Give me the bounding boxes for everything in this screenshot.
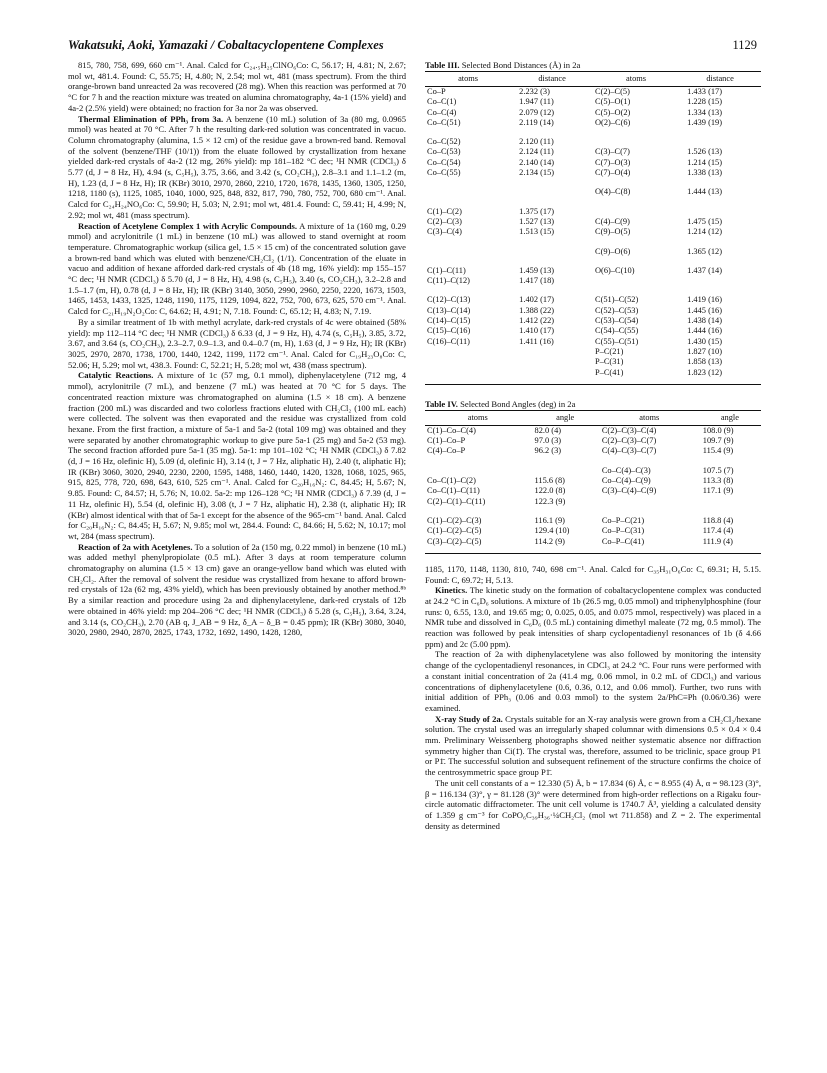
table-cell: 1.439 (19) xyxy=(687,117,723,127)
table-cell: 1.438 (14) xyxy=(687,316,723,326)
table-cell: C(9)–O(5) xyxy=(594,227,631,237)
table-cell: 115.4 (9) xyxy=(702,446,734,456)
table-cell: 107.5 (7) xyxy=(702,465,734,475)
table-cell: 1.214 (15) xyxy=(687,157,723,167)
row-spacer xyxy=(425,238,761,247)
table-4-title: Selected Bond Angles (deg) in 2a xyxy=(457,398,576,409)
table-cell: 1.459 (13) xyxy=(519,265,555,275)
column-header: distance xyxy=(679,71,761,86)
table-cell: 116.1 (9) xyxy=(534,515,565,525)
table-cell: C(5)–O(1) xyxy=(594,97,631,107)
paragraph-text: The kinetic study on the formation of cobaltacyclopentene complex was conducted at 24.2 °C in C₆D₆ solutions. A mixture of 1b (26.5 mg, 0.05 mmol) and triphenylphosphine (four runs: 0, 6.55, 13.0, and 19.65 mg; 0, 0.025, 0.05, and 0.075 mmol, respectively) was placed in a NMR tube and dissolved in C₆D₆ (0.5 mL) containing dimethyl maleate (72 mg, 0.5 mmol). The reaction was followed by peak intensities of sharp cyclopentadienyl resonances of 1b (δ 4.66 ppm) and 2c (5.00 ppm). xyxy=(425,585,761,649)
table-row xyxy=(425,446,761,456)
table-cell: 82.0 (4) xyxy=(534,425,562,435)
table-cell: C(11)–C(12) xyxy=(427,276,470,286)
table-cell: 1.858 (13) xyxy=(687,357,723,367)
table-cell: 115.6 (8) xyxy=(534,476,565,486)
paragraph xyxy=(425,564,761,585)
table-3-title: Selected Bond Distances (Å) in 2a xyxy=(459,60,581,70)
table-cell xyxy=(511,368,593,378)
table-cell xyxy=(679,137,761,147)
table-cell xyxy=(593,276,679,286)
table-cell: P–C(41) xyxy=(594,367,624,377)
table-cell: Co–P–C(31) xyxy=(601,526,645,536)
table-row xyxy=(425,326,761,336)
table-cell: Co–C(1) xyxy=(427,97,457,107)
table-cell: C(2)–C(3)–C(7) xyxy=(601,436,657,446)
table-cell: C(54)–C(55) xyxy=(594,326,639,336)
table-cell: O(2)–C(6) xyxy=(594,117,631,127)
table-cell: 1.410 (17) xyxy=(519,326,555,336)
table-cell: 1.419 (16) xyxy=(687,295,723,305)
table-cell: C(3)–C(2)–C(5) xyxy=(427,536,482,546)
table-cell: C(3)–C(7) xyxy=(594,147,630,157)
table-row xyxy=(425,486,761,496)
table-cell: C(1)–Co–P xyxy=(427,436,466,446)
table-cell: 2.232 (3) xyxy=(519,87,550,96)
column-header: angle xyxy=(531,410,600,425)
table-cell: 1.375 (17) xyxy=(519,206,555,216)
table-cell xyxy=(593,137,679,147)
table-row xyxy=(425,276,761,286)
column-header: distance xyxy=(511,71,593,86)
table-cell: 1.444 (16) xyxy=(687,326,723,336)
paragraph xyxy=(68,370,406,541)
table-cell: C(4)–C(3)–C(7) xyxy=(601,446,657,456)
table-row xyxy=(425,368,761,378)
table-row xyxy=(425,87,761,98)
table-3-caption xyxy=(425,60,761,71)
table-cell: C(4)–Co–P xyxy=(427,446,466,456)
table-cell: 97.0 (3) xyxy=(534,436,562,446)
table-cell: 1.388 (22) xyxy=(519,305,555,315)
section-heading: Kinetics. xyxy=(435,585,468,596)
table-row xyxy=(425,295,761,305)
table-cell: Co–C(54) xyxy=(427,157,461,167)
table-row xyxy=(425,97,761,107)
table-cell: 122.3 (9) xyxy=(534,496,566,506)
table-4-label: Table IV. xyxy=(425,398,458,409)
table-cell xyxy=(425,347,511,357)
paragraph-text: Crystals suitable for an X-ray analysis were grown from a CH₂Cl₂/hexane solution. The crystal used was an irregularly shaped columnar with dimensions 0.5 × 0.4 × 0.4 mm. Preliminary Weissenberg photographs showed neither systematic absence nor diffraction symmetry higher than Ci(1̄). The crystal was, therefore, assumed to be triclinic, space group P1 or P1̄. The successful solution and subsequent refinement of the structure confirms the choice of the centrosymmetric space group P1̄. xyxy=(425,713,761,778)
table-row xyxy=(425,357,761,367)
table-cell: 1.334 (13) xyxy=(687,107,723,117)
left-column xyxy=(68,60,406,638)
table-cell: Co–C(52) xyxy=(427,137,461,147)
table-cell: P–C(31) xyxy=(594,357,624,367)
row-spacer xyxy=(425,457,761,466)
table-cell: C(53)–C(54) xyxy=(594,316,639,326)
table-row xyxy=(425,108,761,118)
table-cell: C(3)–C(4)–C(9) xyxy=(601,486,657,496)
table-cell xyxy=(679,276,761,286)
table-row xyxy=(425,227,761,237)
table-row xyxy=(425,316,761,326)
table-cell: 1.338 (13) xyxy=(687,168,723,178)
section-heading: Thermal Elimination of PPh₃ from 3a. xyxy=(78,113,224,124)
table-cell xyxy=(425,368,511,378)
table-cell xyxy=(425,187,511,197)
table-cell: C(13)–C(14) xyxy=(427,305,471,315)
table-cell: Co–C(4)–C(9) xyxy=(601,476,651,486)
table-cell: 1.437 (14) xyxy=(687,265,723,275)
table-cell: 1.430 (15) xyxy=(687,336,723,346)
right-column xyxy=(425,60,761,831)
table-cell: C(5)–O(2) xyxy=(594,107,631,117)
paragraph-text: The reaction of 2a with diphenylacetylene was also followed by monitoring the intensity change of the cyclopentadienyl resonances, in CDCl₃ at 24.2 °C. Four runs were performed with a constant initial concentration of 2a (41.4 mg, 0.06 mmol, in 0.2 mL of CDCl₃) and various concentrations of diphenylacetylene (0.6, 0.36, 0.12, and 0.06 mmol). Further, two runs with initial addition of PPh₃ (0.06 and 0.03 mmol) to the system 2a/PhC≡Ph (0.06/0.36) were examined. xyxy=(425,649,761,713)
page-header xyxy=(68,38,757,54)
bond-angles-table xyxy=(425,410,761,554)
table-cell: C(2)–C(3) xyxy=(427,216,462,226)
table-cell: C(1)–Co–C(4) xyxy=(427,425,476,435)
table-row xyxy=(425,137,761,147)
table-row xyxy=(425,306,761,316)
table-cell: 1.475 (15) xyxy=(687,216,723,226)
table-cell: Co–P–C(21) xyxy=(601,515,645,525)
table-cell: 2.119 (14) xyxy=(519,117,554,127)
table-cell: 118.8 (4) xyxy=(702,515,734,525)
table-cell: C(16)–C(11) xyxy=(427,336,470,346)
table-cell: O(6)–C(10) xyxy=(594,265,635,275)
table-cell: C(1)–C(2)–C(3) xyxy=(427,515,482,525)
section-heading: Reaction of Acetylene Complex 1 with Acrylic Compounds. xyxy=(78,220,298,231)
row-spacer xyxy=(425,128,761,137)
table-cell: 117.4 (4) xyxy=(702,526,734,536)
table-header-row xyxy=(425,410,761,425)
table-row xyxy=(425,476,761,486)
table-bottom-rule xyxy=(425,547,761,554)
table-cell: 117.1 (9) xyxy=(702,486,734,496)
table-row xyxy=(425,147,761,157)
table-cell: C(1)–C(2) xyxy=(427,206,462,216)
table-cell: 109.7 (9) xyxy=(702,436,734,446)
table-cell xyxy=(531,466,600,476)
paragraph xyxy=(425,714,761,778)
table-cell: C(3)–C(4) xyxy=(427,227,462,237)
table-cell: C(1)–C(2)–C(5) xyxy=(427,526,482,536)
table-row xyxy=(425,118,761,128)
table-cell: 1.433 (17) xyxy=(687,87,723,96)
table-3 xyxy=(425,60,761,385)
table-cell: 111.9 (4) xyxy=(702,536,733,546)
table-row xyxy=(425,516,761,526)
table-cell: 1.527 (13) xyxy=(519,216,555,226)
row-spacer xyxy=(425,178,761,187)
table-cell: 2.120 (11) xyxy=(519,137,554,147)
section-heading: Reaction of 2a with Acetylenes. xyxy=(78,541,193,552)
table-cell: Co–C(4) xyxy=(427,107,457,117)
table-cell xyxy=(425,357,511,367)
table-cell: Co–C(1)–C(2) xyxy=(427,476,476,486)
paragraph xyxy=(68,114,406,221)
bond-distances-table xyxy=(425,71,761,385)
table-cell: 1.827 (10) xyxy=(687,346,723,356)
table-row xyxy=(425,425,761,436)
table-cell: C(15)–C(16) xyxy=(427,326,471,336)
table-cell: C(1)–C(11) xyxy=(427,265,466,275)
table-cell xyxy=(511,347,593,357)
table-cell: 129.4 (10) xyxy=(534,526,570,536)
table-cell: Co–C(55) xyxy=(427,168,461,178)
row-spacer xyxy=(425,198,761,207)
table-row xyxy=(425,158,761,168)
table-cell: 2.140 (14) xyxy=(519,157,555,167)
table-cell: 1.402 (17) xyxy=(519,295,555,305)
paragraph xyxy=(68,317,406,371)
table-cell: C(2)–C(1)–C(11) xyxy=(427,496,486,506)
table-cell: C(14)–C(15) xyxy=(427,316,471,326)
table-4 xyxy=(425,399,761,554)
table-row xyxy=(425,436,761,446)
table-cell: 2.079 (12) xyxy=(519,107,555,117)
table-cell: 2.124 (11) xyxy=(519,147,554,157)
table-cell xyxy=(511,247,593,257)
table-cell: 1.444 (13) xyxy=(687,187,723,197)
table-cell: 1.417 (18) xyxy=(519,276,555,286)
table-header-row xyxy=(425,71,761,86)
table-cell: Co–C(4)–C(3) xyxy=(601,465,651,475)
table-row xyxy=(425,207,761,217)
table-cell: O(4)–C(8) xyxy=(594,187,631,197)
table-row xyxy=(425,168,761,178)
table-cell xyxy=(600,497,699,507)
table-row xyxy=(425,466,761,476)
table-cell xyxy=(593,207,679,217)
paragraph xyxy=(425,778,761,832)
table-cell: P–C(21) xyxy=(594,346,624,356)
table-cell: 114.2 (9) xyxy=(534,536,565,546)
table-4-caption xyxy=(425,399,761,410)
table-cell: 1.513 (15) xyxy=(519,227,555,237)
table-row xyxy=(425,347,761,357)
column-header: atoms xyxy=(425,71,511,86)
table-cell: 2.134 (15) xyxy=(519,168,555,178)
table-cell: Co–P–C(41) xyxy=(601,536,645,546)
table-bottom-rule xyxy=(425,378,761,385)
table-cell: 1.412 (22) xyxy=(519,316,555,326)
table-row xyxy=(425,247,761,257)
paragraph-text: A mixture of 1a (160 mg, 0.29 mmol) and acrylonitrile (1 mL) in benzene (10 mL) was allowed to stand overnight at room temperature. Chromatographic workup (silica gel, 1.5 × 15 cm) of the concentrated solution gave a brown-red band which was eluted with benzene/CH₂Cl₂ (1/1). Concentration of the eluate in vacuo and addition of hexane afforded dark-red crystals of 4b (18 mg, 16% yield): mp 155–157 °C dec; ¹H NMR (CDCl₃) δ 5.70 (d, J = 8 Hz, H), 4.98 (s, C₅H₅), 3.40 (s, CO₂CH₃), 3.2–2.8 and 1.5–1.7 (m, H), 0.78 (d, J = 8 Hz, H); IR (KBr) 3140, 3050, 2990, 2960, 2250, 2220, 1673, 1503, 1465, 1453, 1433, 1325, 1248, 1190, 1175, 1129, 1094, 822, 752, 700, 673, 625, 570 cm⁻¹. Anal. Calcd for C₂₁H₁₉N₂O₂Co: C, 64.62; H, 4.91; N, 7.18. Found: C, 65.12; H, 4.83; N, 7.19. xyxy=(68,220,406,317)
paragraph xyxy=(425,585,761,649)
row-spacer xyxy=(425,286,761,295)
running-title: Wakatsuki, Aoki, Yamazaki / Cobaltacyclopentene Complexes xyxy=(68,38,384,52)
table-cell xyxy=(425,247,511,257)
paragraph-text: 815, 780, 758, 699, 660 cm⁻¹. Anal. Calcd for C₂₄.₅H₂₅ClNO₆Co: C, 56.17; H, 4.81; N, 2.67; mol wt, 481.4. Found: C, 55.75; H, 4.80; N, 2.54; mol wt, 481 (mass spectrum). From the third orange-brown band unreacted 2a was recovered (28 mg). When this reaction was performed at 70 °C for 7 h and the reaction mixture was treated on alumina chromatography, 4a-1 (15% yield) and 4a-2 (2.5% yield) were obtained; no fraction for 3a nor 2a was observed. xyxy=(68,60,406,113)
table-cell: C(12)–C(13) xyxy=(427,295,471,305)
table-cell: 1.823 (12) xyxy=(687,367,723,377)
column-header: angle xyxy=(699,410,761,425)
table-cell: C(51)–C(52) xyxy=(594,295,639,305)
paragraph-text: The unit cell constants of a = 12.330 (5) Å, b = 17.834 (6) Å, c = 8.955 (4) Å, α = 98.123 (3)°, β = 116.134 (3)°, γ = 81.128 (3)° were determined from high-order reflections on a Rigaku four-circle automatic diffractometer. The unit cell volume is 1740.7 Å³, yielding a calculated density of 1.359 g cm⁻³ for CoPO₆C₃₉H₃₆·¼CH₂Cl₂ (mol wt 711.858) and Z = 2. The experimental density as determined xyxy=(425,777,761,831)
table-cell: 1.445 (16) xyxy=(687,305,723,315)
table-row xyxy=(425,217,761,227)
table-cell: C(7)–O(4) xyxy=(594,168,631,178)
table-cell: 1.214 (12) xyxy=(687,227,723,237)
column-header: atoms xyxy=(425,410,531,425)
column-header: atoms xyxy=(600,410,699,425)
table-row xyxy=(425,337,761,347)
table-cell xyxy=(511,357,593,367)
paragraph-text: A benzene (10 mL) solution of 3a (80 mg, 0.0965 mmol) was heated at 70 °C. After 7 h the resulting dark-red solution was concentrated in vacuo. Column chromatography (alumina, 1.5 × 12 cm) of the residue gave a brown-red band. Removal of the solvent (benzene/THF (10/1)) from the eluate followed by crystallization from hexane yielded dark-red crystals of 4a-2 (12 mg, 26% yield): mp 181–182 °C dec; ¹H NMR (CDCl₃) δ 5.77 (d, J = 8 Hz, H), 4.94 (s, C₅H₅), 3.75, 3.66, and 3.42 (s, CO₂CH₃), 2.8–3.1 and 1.1–1.2 (m, H), 1.23 (d, J = 8 Hz, H); IR (KBr) 3010, 2970, 2860, 2210, 1720, 1678, 1435, 1360, 1305, 1250, 1218, 1180 (s), 1125, 1085, 1040, 1000, 925, 848, 832, 817, 790, 780, 752, 700, 680 cm⁻¹. Anal. Calcd for C₂₄H₂₄NO₆Co: C, 59.90; H, 5.03; N, 2.91; mol wt, 481.4. Found: C, 59.41; H, 4.99; N, 2.92; mol wt, 481 (mass spectrum). xyxy=(68,113,406,220)
right-column-text xyxy=(425,564,761,832)
table-cell: 96.2 (3) xyxy=(534,446,562,456)
table-cell: C(9)–O(6) xyxy=(594,246,631,256)
row-spacer xyxy=(425,257,761,266)
table-cell: C(52)–C(53) xyxy=(594,305,639,315)
table-cell: 1.365 (12) xyxy=(687,246,723,256)
table-cell: 1.228 (15) xyxy=(687,97,723,107)
table-row xyxy=(425,266,761,276)
table-cell: Co–P xyxy=(427,87,446,96)
table-cell: Co–C(53) xyxy=(427,147,461,157)
table-cell: C(2)–C(3)–C(4) xyxy=(601,425,657,435)
table-cell: 1.947 (11) xyxy=(519,97,554,107)
paragraph xyxy=(425,649,761,713)
paragraph-text: 1185, 1170, 1148, 1130, 810, 740, 698 cm⁻¹. Anal. Calcd for C₃₅H₃₁O₆Co: C, 69.31; H, 5.15. Found: C, 69.72; H, 5.13. xyxy=(425,563,761,585)
table-cell xyxy=(679,207,761,217)
section-heading: X-ray Study of 2a. xyxy=(435,713,503,724)
table-cell: C(2)–C(5) xyxy=(594,87,630,96)
page-number: 1129 xyxy=(732,38,757,52)
table-cell xyxy=(425,466,531,476)
paragraph xyxy=(68,60,406,114)
table-cell: C(55)–C(51) xyxy=(594,336,639,346)
paragraph-text: A mixture of 1c (57 mg, 0.1 mmol), diphenylacetylene (712 mg, 4 mmol), acrylonitrile (7 mL), and benzene (7 mL) was heated at 70 °C for 5 days. The concentrated reaction mixture was chromatographed on alumina (1.5 × 18 cm). A benzene fraction (200 mL) was discarded and two colorless fractions eluted with CH₂Cl₂ (100 mL each) were collected. The solvent was then evaporated and the residue was crystallized from cold hexane. From the first fraction, a mixture of 5a-1 and 5a-2 (total 109 mg) was obtained and they were separated by another chromatographic workup to give pure 5a-1 (25 mg) and 5a-2 (53 mg). The second fraction afforded pure 5a-1 (35 mg). 5a-1: mp 101–102 °C; ¹H NMR (CDCl₃) δ 7.82 (d, J = 16 Hz, olefinic H), 5.09 (d, olefinic H), 3.14 (t, J = 7 Hz, aliphatic H), 2.40 (t, aliphatic H); IR (KBr) 3060, 3020, 2940, 2230, 2200, 1595, 1488, 1460, 1440, 1420, 1328, 1068, 1025, 965, 915, 825, 778, 720, 698, 643, 610, 525 cm⁻¹. Anal. Calcd for C₂₀H₁₆N₂: C, 84.45; H, 5.67; N, 9.85. Found: C, 84.57; H, 5.76; N, 10.02. 5a-2: mp 126–128 °C; ¹H NMR (CDCl₃) δ 7.39 (d, J = 11 Hz, olefinic H), 5.54 (d, olefinic H), 3.08 (t, J = 7 Hz, aliphatic H), 2.38 (t, aliphatic H); IR (KBr) almost identical with that of 5a-1 except for the absence of the 965-cm⁻¹ band. Anal. Calcd for C₂₀H₁₆N₂: C, 84.45; H, 5.67; N, 9.85; mol wt, 284.4. Found: C, 84.66; H, 5.62; N, 10.17; mol wt, 284 (mass spectrum). xyxy=(68,370,407,541)
paragraph xyxy=(68,542,406,638)
table-cell: Co–C(1)–C(11) xyxy=(427,486,480,496)
table-cell: C(4)–C(9) xyxy=(594,216,630,226)
paragraph-text: By a similar treatment of 1b with methyl acrylate, dark-red crystals of 4c were obtained (58% yield): mp 112–114 °C dec; ¹H NMR (CDCl₃) δ 6.33 (d, J = 9 Hz, H), 4.74 (s, C₅H₅), 3.85, 3.72, 3.67, and 3.64 (s, CO₂CH₃), 2.3–2.7, 0.9–1.3, and 0.4–0.7 (m, H), 1.63 (d, J = 9 Hz, H); IR (KBr) 3025, 2970, 2870, 1738, 1700, 1440, 1242, 1199, 1172 cm⁻¹. Anal. Calcd for C₁₉H₂₃O₈Co: C, 52.06; H, 5.29; mol wt, 438.3. Found: C, 52.21; H, 5.28; mol wt, 438 (mass spectrum). xyxy=(68,316,406,370)
row-spacer xyxy=(425,507,761,516)
table-cell: 1.411 (16) xyxy=(519,336,554,346)
table-cell: 1.526 (13) xyxy=(687,147,723,157)
table-cell: C(7)–O(3) xyxy=(594,157,631,167)
table-row xyxy=(425,187,761,197)
table-row xyxy=(425,497,761,507)
table-cell: 108.0 (9) xyxy=(702,425,734,435)
table-cell xyxy=(699,497,761,507)
column-header: atoms xyxy=(593,71,679,86)
table-row xyxy=(425,537,761,547)
table-cell: 113.3 (8) xyxy=(702,476,734,486)
table-row xyxy=(425,526,761,536)
paragraph-text: To a solution of 2a (150 mg, 0.22 mmol) in benzene (10 mL) was added methyl phenylpropiolate (0.5 mL). After 3 days at room temperature column chromatography on alumina (1.5 × 13 cm) gave an orange-yellow band which was eluted with CH₂Cl₂. After the removal of solvent the residue was crystallized from hexane to afford brown-red crystals of 12a (62 mg, 43% yield), which has been previously obtained by another method.⁸ᵇ By a similar reaction and procedure using 2a and diphenylacetylene, dark-red crystals of 12b were obtained in 46% yield: mp 204–206 °C dec; ¹H NMR (CDCl₃) δ 5.28 (s, C₅H₅), 3.64, 3.24, and 3.14 (s, CO₂CH₃), 2.70 (AB q, J_AB = 9 Hz, δ_A − δ_B = 0.45 ppm); IR (KBr) 3080, 3040, 3020, 2980, 2940, 2870, 2825, 1743, 1732, 1692, 1490, 1428, 1280, xyxy=(68,541,406,638)
table-cell: Co–C(51) xyxy=(427,117,461,127)
table-cell xyxy=(511,187,593,197)
table-3-label: Table III. xyxy=(425,60,460,70)
section-heading: Catalytic Reactions. xyxy=(78,370,154,381)
paragraph xyxy=(68,221,406,317)
table-cell: 122.0 (8) xyxy=(534,486,566,496)
